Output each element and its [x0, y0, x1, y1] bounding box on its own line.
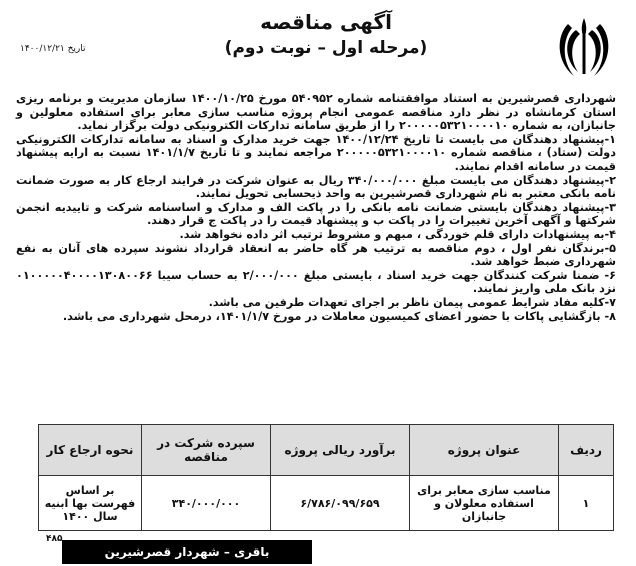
column-header: ردیف — [559, 425, 614, 476]
column-header: برآورد ریالی پروژه — [271, 425, 410, 476]
ad-code: ۴۸۵ — [46, 534, 63, 544]
table-cell: بر اساس فهرست بها ابنیه سال ۱۴۰۰ — [39, 476, 142, 531]
condition-item-6: ۶- ضمنا شرکت کنندگان جهت خرید اسناد ، بایستی مبلغ ۲/۰۰۰/۰۰۰ به حساب سیبا ۰۱۰۰۰۰۰۴۰۰۰۰۱۳۰۸۰۰۶۶ نزد بانک ملی واریز نمایند. — [16, 268, 616, 296]
table-header-row — [39, 425, 614, 476]
table-cell: ۳۴۰/۰۰۰/۰۰۰ — [142, 476, 271, 531]
condition-item-5: ۵-برندگان نفر اول ، دوم مناقصه به ترتیب هر گاه حاضر به انعقاد قرارداد نشوند سپرده های آنان به نفع شهرداری ضبط خواهد شد. — [16, 241, 616, 269]
advertisement-page — [6, 4, 630, 562]
column-header: عنوان پروژه — [410, 425, 559, 476]
ad-date: تاریخ ۱۴۰۰/۱۲/۲۱ — [20, 44, 86, 54]
tender-table — [38, 424, 614, 531]
condition-item-4: ۴-به پیشنهادات دارای قلم خوردگی ، مبهم و مشروط ترتیب اثر داده نخواهد شد. — [179, 227, 616, 241]
table-cell: ۶/۷۸۶/۰۹۹/۶۵۹ — [271, 476, 410, 531]
condition-item-2: ۲-پیشنهاد دهندگان می بایست مبلغ ۳۴۰/۰۰۰/۰۰۰ ریال به عنوان شرکت در فرایند ارجاع کار به صورت ضمانت نامه بانکی معتبر به نام شهرداری قصرشیرین به واحد ذیحسابی تحویل نمایند. — [16, 173, 616, 201]
table-cell: مناسب سازی معابر برای استفاده معلولان و جانبازان — [410, 476, 559, 531]
iran-emblem-icon — [554, 14, 614, 84]
intro-paragraph: شهرداری قصرشیرین به استناد موافقتنامه شماره ۵۴۰۹۵۲ مورخ ۱۴۰۰/۱۰/۲۵ سازمان مدیریت و برنامه ریزی استان کرمانشاه در نظر دارد مناقصه عمومی انجام پروژه مناسب سازی معابر برای استفاده معلولین و جانبازان، به شماره ۲۰۰۰۰۰۵۳۲۱۰۰۰۰۱۰ را از طریق سامانه تدارکات الکترونیکی دولت برگزار نماید. — [16, 92, 617, 133]
page-subtitle: (مرحله اول – نوبت دوم) — [224, 38, 428, 58]
ad-body — [16, 92, 616, 323]
condition-item-7: ۷-کلیه مفاد شرایط عمومی پیمان ناظر بر اجرای تعهدات طرفین می باشد. — [208, 295, 616, 309]
table-row — [39, 476, 614, 531]
column-header: سپرده شرکت در مناقصه — [142, 425, 271, 476]
signature-banner: باقری – شهردار قصرشیرین — [62, 540, 312, 564]
condition-item-8: ۸- بازگشایی پاکات با حضور اعضای کمیسیون معاملات در مورخ ۱۴۰۱/۱/۷، درمحل شهرداری می باشد. — [62, 309, 616, 323]
condition-item-1: ۱-پیشنهاد دهندگان می بایست تا تاریخ ۱۴۰۰/۱۲/۲۴ جهت خرید مدارک و اسناد به سامانه تدارکات الکترونیکی دولت (ستاد) ، مناقصه شماره ۲۰۰۰۰۰۵۳۲۱۰۰۰۰۱۰ مراجعه نمایند و تا تاریخ ۱۴۰۱/۱/۷ نسبت به ارایه پیشنهاد قیمت در سامانه اقدام نمایند. — [16, 132, 616, 173]
column-header: نحوه ارجاع کار — [39, 425, 142, 476]
table-cell: ۱ — [559, 476, 614, 531]
page-title: آگهی مناقصه — [260, 10, 392, 34]
condition-item-3: ۳-پیشنهاد دهندگان بایستی ضمانت نامه بانکی را در پاکت الف و مدارک و اساسنامه شرکت و تاییدیه انجمن شرکتها و آگهی آخرین تغییرات را در پاکت ب و پیشنهاد قیمت را در پاکت ج قرار دهند. — [16, 200, 616, 228]
